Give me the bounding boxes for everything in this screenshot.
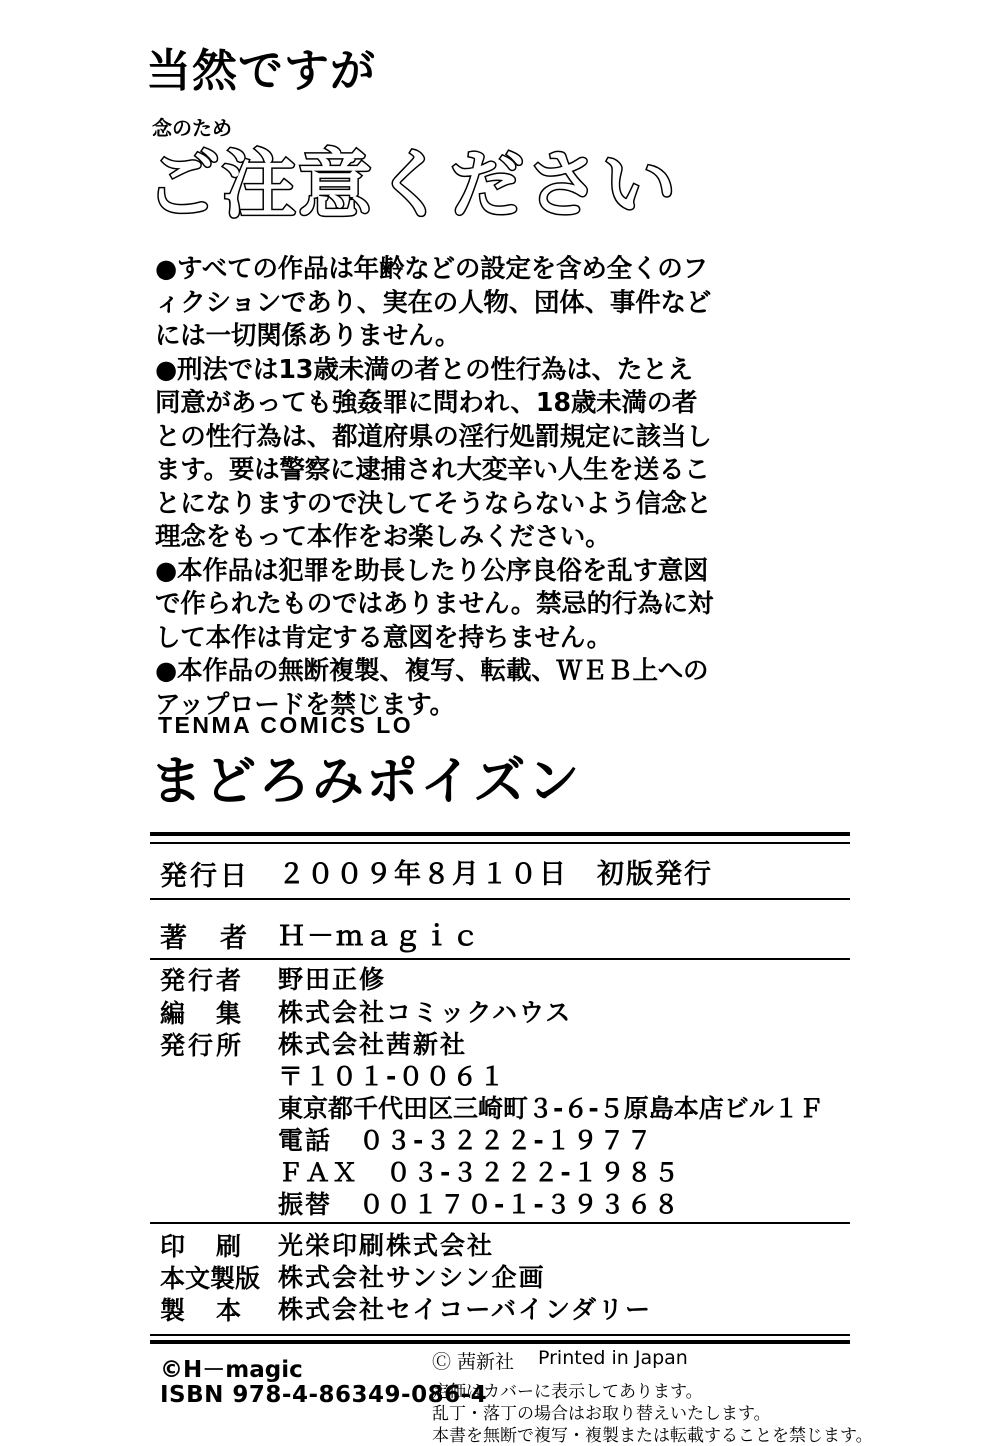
furikae-account: 振替 ００１７０-１-３９３６８ [278,1190,681,1219]
fax: ＦＡＸ ０３-３２２２-１９８５ [278,1158,681,1187]
pubdate-value: ２００９年８月１０日 初版発行 [278,859,713,890]
print-label: 印 刷 [160,1232,245,1261]
address: 東京都千代田区三崎町３-６-５原島本店ビル１Ｆ [278,1094,824,1123]
publisher-person-value: 野田正修 [278,965,387,994]
notice-paragraph-4: ●本作品の無断複製、複写、転載、ＷＥＢ上へのアップロードを禁じます。 [155,656,709,720]
publisher-person-label: 発行者 [160,966,245,995]
copyright-author: ©H－magic [160,1357,303,1383]
binding-label: 製 本 [160,1296,245,1325]
printed-in: Printed in Japan [538,1347,688,1369]
publisher-value: 株式会社茜新社 [278,1030,468,1059]
editor-value: 株式会社コミックハウス [278,998,573,1027]
telephone: 電話 ０３-３２２２-１９７７ [278,1126,654,1155]
notice-paragraph-2: ●刑法では13歳未満の者との性行為は、たとえ同意があっても強姦罪に問われ、18歳未満の者との性行為は、都道府県の淫行処罰規定に該当します。要は警察に逮捕され大変辛い人生を送ることになりますので決してそうならないよう信念と理念をもって本作をお楽しみください。 [155,354,712,552]
page-subtitle: 念のため [152,116,232,140]
footer-note-1: 定価はカバーに表示してあります。 [432,1382,703,1402]
publisher-label: 発行所 [160,1031,245,1060]
print-value: 光栄印刷株式会社 [278,1231,495,1260]
divider-bottom-thin [150,1334,850,1336]
notice-body [155,253,715,722]
binding-value: 株式会社セイコーバインダリー [278,1295,653,1324]
series-label: TENMA COMICS LO [158,712,414,738]
book-title: まどろみポイズン [150,752,582,812]
isbn: ISBN 978-4-86349-086-4 [160,1382,488,1408]
copyright-publisher: Ⓒ 茜新社 [432,1351,515,1373]
divider-top-thick [150,832,850,836]
pubdate-label: 発行日 [160,861,250,892]
caution-heading: ご注意ください [146,142,678,228]
divider-top-thin [150,842,850,844]
footer-note-2: 乱丁・落丁の場合はお取り替えいたします。 [432,1404,771,1424]
page-title: 当然ですが [146,44,377,97]
notice-paragraph-3: ●本作品は犯罪を助長したり公序良俗を乱す意図で作られたものではありません。禁忌的行為に対して本作は肯定する意図を持ちません。 [155,555,714,653]
author-value: Ｈ－ｍａｇｉｃ [278,921,481,952]
divider-after-author [150,958,850,960]
divider-bottom-thick [150,1340,850,1344]
postal-code: 〒１０１-００６１ [278,1062,507,1091]
footer-note-3: 本書を無断で複写・複製または転載することを禁じます。 [432,1426,873,1446]
typeset-label: 本文製版 [160,1264,261,1293]
notice-paragraph-1: ●すべての作品は年齢などの設定を含め全くのフィクションであり、実在の人物、団体、事件などには一切関係ありません。 [155,254,712,351]
editor-label: 編 集 [160,999,245,1028]
author-label: 著 者 [160,923,250,954]
divider-after-pubdate [150,898,850,900]
divider-after-publisher [150,1222,850,1224]
typeset-value: 株式会社サンシン企画 [278,1263,546,1292]
